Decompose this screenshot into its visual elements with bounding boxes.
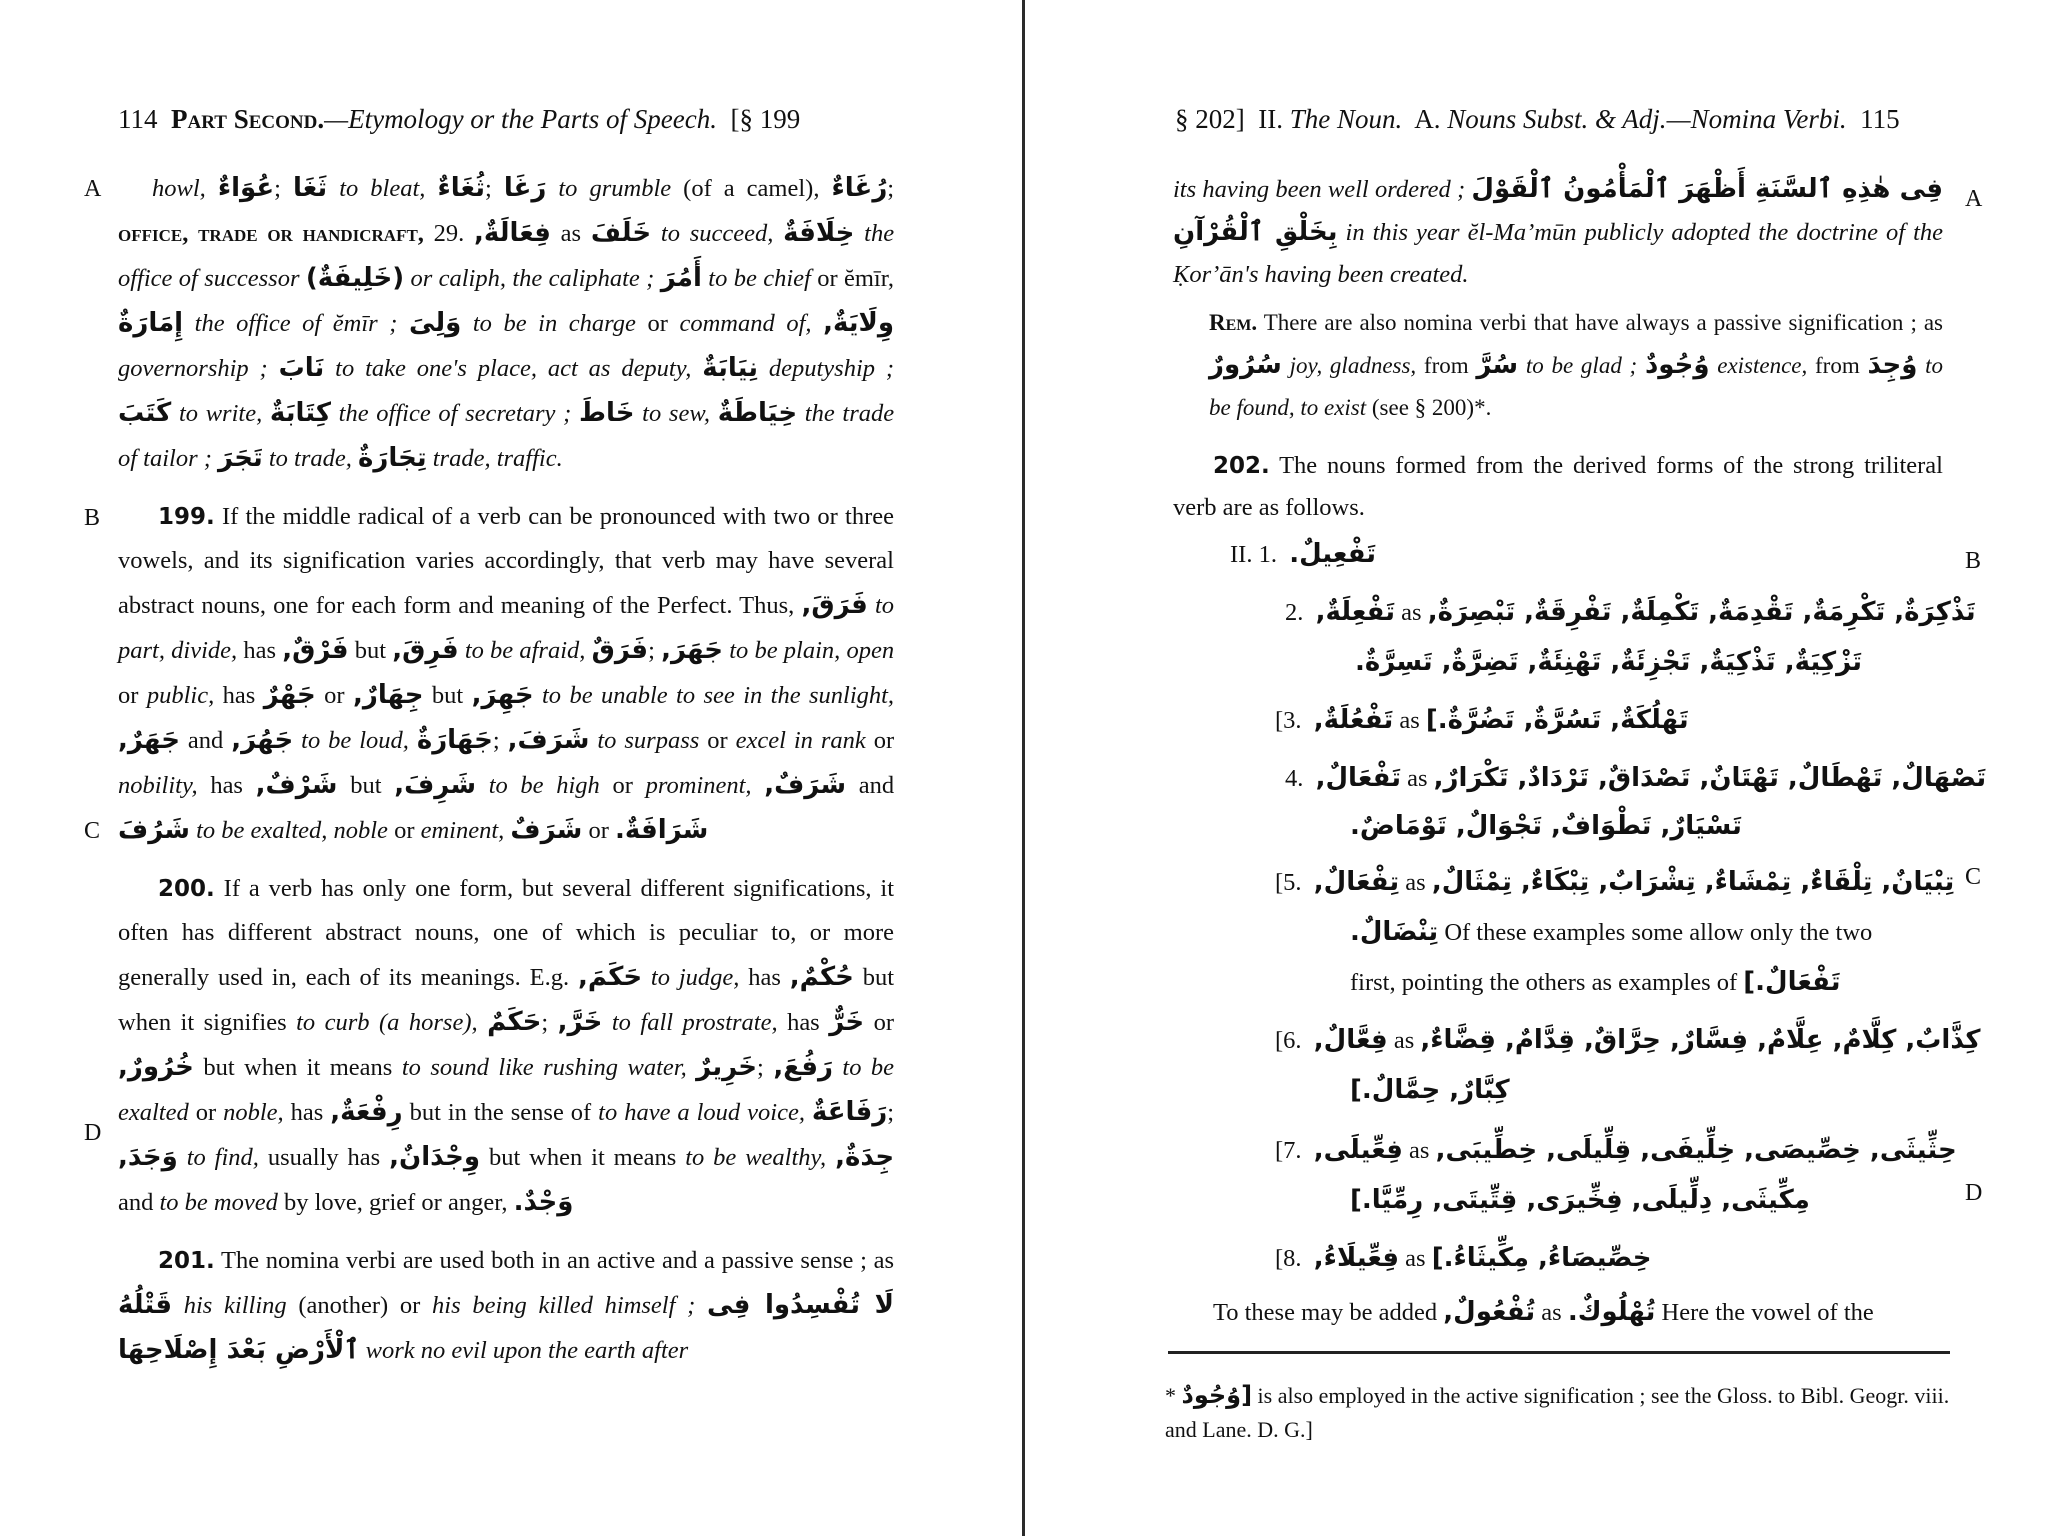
right-head-roman: II.: [1258, 104, 1283, 134]
left-page-number: 114: [118, 104, 158, 134]
form-row: [1350, 960, 1841, 1005]
text: as: [1405, 869, 1426, 896]
text: trade, traffic.: [432, 445, 563, 472]
form-row: [1350, 1068, 1510, 1113]
text: but when it signifies: [118, 964, 895, 1036]
text: its having been well ordered ;: [1173, 176, 1466, 203]
text: or: [647, 310, 668, 337]
section-number: 201.: [158, 1248, 215, 1274]
form-row: [1355, 640, 1862, 685]
text: but when it means: [203, 1054, 393, 1081]
arabic-word: رَغَا: [503, 173, 547, 203]
form-label: 2.: [1285, 599, 1304, 626]
text: but: [431, 682, 464, 709]
form-examples: خِصِّيصَاءُ, مِكِّيثَاءُ.]: [1431, 1243, 1652, 1273]
text: to be found, to exist: [1209, 353, 1943, 420]
text: or: [707, 727, 728, 754]
arabic-word: خَرَّ,: [557, 1007, 603, 1037]
text: as: [1401, 599, 1422, 626]
text: nobility,: [118, 772, 198, 799]
text: to part, divide,: [118, 592, 895, 664]
text: If a verb has only one form, but several different significations, it often has different abstract nouns, one of which is peculiar to, or more generally used in, each of its meanings. E.g.: [118, 875, 894, 991]
form-row: [1350, 910, 1872, 955]
text: noble,: [223, 1099, 284, 1126]
form-label: [7.: [1275, 1137, 1302, 1164]
text: (see § 200)*.: [1371, 395, 1492, 420]
text: to be chief: [708, 265, 811, 292]
arabic-word: وَجْدٌ.: [513, 1187, 574, 1217]
arabic-word: شَرِفَ,: [394, 770, 477, 800]
form-label: [3.: [1275, 707, 1302, 734]
text: and: [858, 772, 895, 799]
form-row: [1350, 1178, 1810, 1223]
text: in this year ĕl-Maʼmūn publicly adopted the doctrine of the Ḳorʼān's having been created.: [1173, 219, 1944, 288]
text: ;: [274, 175, 281, 202]
text: to bleat,: [339, 175, 426, 202]
text: to grumble: [558, 175, 672, 202]
text: work no evil upon the earth after: [365, 1337, 689, 1364]
section-199: [118, 495, 894, 853]
text: as: [560, 220, 582, 247]
arabic-word: وُجِدَ: [1867, 350, 1918, 380]
text: Of these examples some allow only the two: [1444, 919, 1873, 946]
text: has: [290, 1099, 324, 1126]
text: or: [394, 817, 415, 844]
right-head-section: § 202]: [1175, 104, 1245, 134]
text: from: [1423, 353, 1469, 378]
arabic-word: تَجَرَ: [218, 443, 263, 473]
text: from: [1815, 353, 1860, 378]
text: command of,: [679, 310, 812, 337]
left-head-subtitle: —Etymology or the Parts of Speech.: [324, 104, 718, 134]
arabic-word: رُغَاءٌ: [831, 173, 888, 203]
text: to be exalted, noble: [196, 817, 388, 844]
form-row: [1275, 1236, 1652, 1281]
text: the trade of tailor ;: [118, 400, 895, 472]
text: his being killed himself ;: [432, 1292, 696, 1319]
text: as: [1399, 707, 1420, 734]
arabic-word: رَفَاعَةٌ: [811, 1097, 888, 1127]
arabic-word: خَرِيرٌ: [696, 1052, 758, 1082]
right-head-nouns: Nouns Subst. & Adj.: [1447, 104, 1667, 134]
text: or: [399, 1292, 421, 1319]
text: to have a loud voice,: [598, 1099, 805, 1126]
text: To these may be added: [1213, 1299, 1438, 1326]
text: is also employed in the active signification ; see the Gloss. to Bibl. Geogr. viii. and Lane.: [1165, 1383, 1950, 1442]
text: to succeed,: [660, 220, 774, 247]
section-number: 200.: [158, 876, 215, 902]
right-margin-letter-d: D: [1965, 1180, 1983, 1206]
text: Here the vowel of the: [1661, 1299, 1874, 1326]
left-running-head: [118, 104, 800, 135]
right-head-nomina: —Nomina Verbi.: [1666, 104, 1847, 134]
arabic-word: جَهَرَ,: [661, 635, 724, 665]
arabic-word: عُوَاءٌ: [217, 173, 275, 203]
arabic-word: تُفْعُولٌ,: [1443, 1297, 1536, 1327]
form-label: [6.: [1275, 1027, 1302, 1054]
right-page-number: 115: [1860, 104, 1900, 134]
text: to sound like rushing water,: [401, 1054, 687, 1081]
text: but when it means: [488, 1144, 677, 1171]
arabic-word: فَرِقَ,: [392, 635, 459, 665]
arabic-word: إِمَارَةٌ: [118, 308, 184, 338]
arabic-word: شَرَفٌ: [510, 815, 583, 845]
form-row: [1275, 1018, 1980, 1063]
arabic-word: سُرُورٌ: [1209, 350, 1282, 380]
text: has: [243, 637, 277, 664]
text: to curb (a horse),: [296, 1009, 478, 1036]
form-examples: تَصْهَالٌ, تَهْطَالٌ, تَهْتَانٌ, تَصْدَاقٌ, تَرْدَادٌ, تَكْرَارٌ,: [1433, 763, 1987, 793]
right-margin-letter-c: C: [1965, 864, 1982, 890]
arabic-word: شَرُفَ: [118, 815, 190, 845]
text: to be moved: [159, 1189, 278, 1216]
arabic-word: رِفْعَةٌ,: [330, 1097, 403, 1127]
text: ;: [484, 175, 492, 202]
section-201: [118, 1239, 894, 1373]
text: (another): [298, 1292, 389, 1319]
arabic-word: (خَلِيفَةٌ): [305, 263, 405, 293]
section-number: 199.: [158, 504, 215, 530]
form-label: II. 1.: [1230, 541, 1277, 568]
arabic-word: جَهَارَةٌ: [416, 725, 493, 755]
arabic-word: جَهِرَ,: [471, 680, 534, 710]
form-pattern: تِفْعَالٌ,: [1313, 867, 1400, 897]
footnote: [1165, 1378, 1955, 1447]
text: to be in charge: [472, 310, 636, 337]
text: to surpass: [597, 727, 700, 754]
form-pattern: تِنْضَالٌ.: [1350, 917, 1439, 947]
text: The nomina verbi are used both in an active and a passive sense ; as: [220, 1247, 894, 1274]
arabic-word: كِتَابَةٌ: [269, 398, 331, 428]
footnote-marker: *: [1165, 1383, 1176, 1408]
arabic-word: قَتْلُهُ: [118, 1290, 173, 1320]
text: howl,: [152, 175, 206, 202]
text: as: [1393, 1027, 1415, 1054]
arabic-word: فَرَقَ,: [801, 590, 868, 620]
text: or: [195, 1099, 217, 1126]
form-pattern: فِعَّالٌ,: [1313, 1025, 1388, 1055]
text: or: [118, 682, 139, 709]
form-row: [1275, 860, 1954, 905]
arabic-word: خِيَاطَةٌ: [717, 398, 798, 428]
arabic-word: شَرَافَةٌ.: [615, 815, 709, 845]
arabic-word: شَرْفٌ,: [255, 770, 338, 800]
text: to trade,: [268, 445, 352, 472]
right-top-text: [1173, 168, 1943, 529]
text: to: [642, 400, 662, 427]
text: ;: [757, 1054, 764, 1081]
text: has: [787, 1009, 820, 1036]
arabic-word: وَجَدَ,: [118, 1142, 178, 1172]
text: public,: [146, 682, 215, 709]
paragraph-a-continued: [1173, 168, 1943, 296]
text: to fall prostrate,: [611, 1009, 778, 1036]
text: and: [118, 1189, 154, 1216]
arabic-word: [وُجُودٌ: [1181, 1381, 1253, 1409]
arabic-word: نِيَابَةٌ: [702, 353, 758, 383]
arabic-word: نَابَ: [278, 353, 325, 383]
remark-label: Rem.: [1209, 310, 1258, 335]
arabic-word: كَتَبَ: [118, 398, 172, 428]
arabic-word: شَرَفَ,: [507, 725, 590, 755]
text: or caliph, the caliphate ;: [410, 265, 655, 292]
text: has: [222, 682, 256, 709]
text: The nouns formed from the derived forms of the strong triliteral verb are as follows.: [1173, 452, 1943, 521]
text: has: [748, 964, 781, 991]
text: to be unable to see in the sunlight,: [542, 682, 895, 709]
arabic-word: خَرٌّ: [829, 1007, 865, 1037]
right-page: [1025, 0, 2048, 1536]
form-examples: حِثِّيثَى, خِصِّيصَى, خِلِّيفَى, قِلِّيلَى, خِطِّيبَى,: [1435, 1135, 1957, 1165]
text: to be loud,: [301, 727, 409, 754]
arabic-word: سُرَّ: [1476, 350, 1519, 380]
arabic-word: وِلَايَةٌ,: [823, 308, 895, 338]
form-examples: مِكِّيثَى, دِلِّيلَى, فِخِّيرَى, قِتِّيتَى, رِمِّيَّا.]: [1350, 1185, 1810, 1215]
form-examples: تَهْلُكَةٌ, تَسُرَّةٌ, تَضُرَّةٌ.]: [1425, 705, 1689, 735]
right-head-a: A.: [1414, 104, 1441, 134]
arabic-word: جَهَرٌ,: [118, 725, 180, 755]
arabic-word: فَرَقٌ: [591, 635, 649, 665]
footnote-divider: [1168, 1351, 1950, 1354]
arabic-phrase: لَا تُفْسِدُوا فِى ٱلْأَرْضِ بَعْدَ إِصْلَاحِهَا: [118, 1290, 895, 1365]
text: to find,: [186, 1144, 259, 1171]
text: and: [187, 727, 224, 754]
text: his killing: [183, 1292, 287, 1319]
arabic-word: ثَغَا: [292, 173, 328, 203]
text: governorship ;: [118, 355, 268, 382]
section-number: 202.: [1213, 453, 1270, 479]
form-label: 4.: [1285, 765, 1304, 792]
right-margin-letter-a: A: [1965, 186, 1983, 212]
arabic-word: حُكْمٌ,: [789, 962, 854, 992]
left-head-part: Part Second.: [171, 104, 325, 134]
text: sew,: [668, 400, 710, 427]
form-row: [1275, 1128, 1957, 1173]
text: deputyship ;: [768, 355, 895, 382]
text: or: [324, 682, 345, 709]
arabic-word: جِهَارٌ,: [353, 680, 424, 710]
text: existence,: [1717, 353, 1808, 378]
text: to be afraid,: [464, 637, 586, 664]
text: as: [1405, 1245, 1426, 1272]
text: by love, grief or anger,: [284, 1189, 508, 1216]
arabic-phrase: فِى هٰذِهِ ٱلسَّنَةِ أَظْهَرَ ٱلْمَأْمُونُ ٱلْقَوْلَ بِخَلْقِ ٱلْقُرْآنِ: [1173, 174, 1943, 247]
arabic-word: خُرُورٌ,: [118, 1052, 194, 1082]
text: as: [1409, 1137, 1430, 1164]
text: to be exalted: [118, 1054, 895, 1126]
text: the office of ĕmīr ;: [194, 310, 398, 337]
arabic-word: فَرْقٌ,: [282, 635, 349, 665]
text: or: [873, 1009, 895, 1036]
text: prominent,: [645, 772, 752, 799]
text: the office of successor: [118, 220, 895, 292]
arabic-word: جَهْرٌ: [263, 680, 316, 710]
left-text-column: [118, 166, 894, 1373]
text: but: [350, 772, 382, 799]
left-margin-letter-a: A: [84, 176, 102, 202]
text: 29.: [433, 220, 465, 247]
left-page: [0, 0, 1022, 1536]
section-200: [118, 867, 894, 1225]
form-examples: تَذْكِرَةٌ, تَكْرِمَةٌ, تَقْدِمَةٌ, تَكْمِلَةٌ, تَفْرِقَةٌ, تَبْصِرَةٌ,: [1427, 597, 1976, 627]
right-margin-letter-b: B: [1965, 548, 1982, 574]
form-pattern: فِعِّيلَاءُ,: [1313, 1243, 1400, 1273]
text: as: [1407, 765, 1428, 792]
arabic-word: تِجَارَةٌ: [358, 443, 427, 473]
text: or: [588, 817, 609, 844]
form-row: [1350, 804, 1742, 849]
arabic-word: خَاطَ: [578, 398, 635, 428]
arabic-word: فِعَالَةٌ,: [474, 218, 551, 248]
text: (of a camel),: [683, 175, 820, 202]
text: ;: [648, 637, 655, 664]
arabic-word: وُجُودٌ: [1644, 350, 1710, 380]
form-pattern: تَفْعَالٌ,: [1315, 763, 1401, 793]
arabic-word: وِجْدَانٌ,: [389, 1142, 481, 1172]
right-running-head: [1175, 104, 1900, 135]
text: usually has: [267, 1144, 381, 1171]
form-row: [1275, 698, 1689, 743]
text: or: [612, 772, 633, 799]
right-head-noun: The Noun.: [1289, 104, 1403, 134]
form-row: [1285, 590, 1976, 635]
arabic-word: خَلَفَ: [590, 218, 652, 248]
arabic-word: حَكَمٌ: [487, 1007, 542, 1037]
text: to be glad ;: [1525, 353, 1638, 378]
form-label: [8.: [1275, 1245, 1302, 1272]
arabic-word: رَفُعَ,: [773, 1052, 833, 1082]
text: ;: [541, 1009, 549, 1036]
text: first, pointing the others as examples of: [1350, 969, 1738, 996]
text: but in the sense of: [409, 1099, 592, 1126]
text: to be plain, open: [729, 637, 895, 664]
text: ;: [492, 727, 500, 754]
paragraph-a: [118, 166, 894, 481]
text: to judge,: [650, 964, 740, 991]
text: ;: [887, 1099, 895, 1126]
form-examples: تَسْيَارٌ, تَطْوَافٌ, تَجْوَالٌ, تَوْمَاضٌ.: [1350, 811, 1742, 841]
text: to be high: [488, 772, 600, 799]
text: eminent,: [420, 817, 505, 844]
left-margin-letter-c: C: [84, 818, 101, 844]
form-label: [5.: [1275, 869, 1302, 896]
form-examples: تَزْكِيَةٌ, تَذْكِيَةٌ, تَجْزِئَةٌ, تَهْنِئَةٌ, تَضِرَّةٌ, تَسِرَّةٌ.: [1355, 647, 1863, 677]
text: to take one's place, act as deputy,: [335, 355, 692, 382]
form-row: [1285, 756, 1986, 801]
form-examples: كِذَّابٌ, كِلَّامٌ, عِلَّامٌ, فِسَّارٌ, حِرَّاقٌ, قِدَّامٌ, قِضَّاءٌ,: [1420, 1025, 1981, 1055]
left-margin-letter-b: B: [84, 505, 101, 531]
form-pattern: تَفْعِلَةٌ,: [1315, 597, 1396, 627]
form-pattern: فِعِّيلَى,: [1313, 1135, 1403, 1165]
arabic-word: وَلِىَ: [409, 308, 462, 338]
arabic-word: ثُغَاءٌ: [437, 173, 485, 203]
text: joy, gladness,: [1289, 353, 1417, 378]
text: or ĕmīr,: [817, 265, 895, 292]
text: excel in rank: [735, 727, 866, 754]
text: but: [354, 637, 387, 664]
text: D. G.]: [1257, 1417, 1313, 1442]
text: as: [1541, 1299, 1562, 1326]
text: to be wealthy,: [685, 1144, 827, 1171]
text: to write,: [178, 400, 263, 427]
arabic-word: أَمُرَ: [660, 263, 702, 293]
arabic-word: جِدَةٌ,: [835, 1142, 895, 1172]
text: There are also nomina verbi that have always a passive signification ; as: [1263, 310, 1943, 335]
remark: [1173, 302, 1943, 429]
text: or: [873, 727, 895, 754]
arabic-word: خِلَافَةٌ: [783, 218, 855, 248]
text: If the middle radical of a verb can be pronounced with two or three vowels, and its signification varies accordingly, that verb may have several abstract nouns, one for each form and meaning of the Perfect. Thus,: [118, 503, 894, 619]
left-margin-letter-d: D: [84, 1120, 102, 1146]
arabic-word: شَرَفٌ,: [764, 770, 847, 800]
section-202: [1173, 445, 1943, 529]
closing-line: [1213, 1290, 1874, 1335]
text: has: [210, 772, 243, 799]
form-examples: تِبْيَانٌ, تِلْقَاءٌ, تِمْشَاءٌ, تِشْرَابٌ, تِبْكَاءٌ, تِمْثَالٌ,: [1431, 867, 1955, 897]
left-head-section: [§ 199: [730, 104, 801, 134]
form-pattern: تَفْعِيلٌ.: [1289, 539, 1377, 569]
arabic-word: حَكَمَ,: [577, 962, 643, 992]
form-pattern: تَفْعَالٌ.]: [1743, 967, 1841, 997]
arabic-word: تُهْلُوكٌ.: [1567, 1297, 1656, 1327]
form-examples: كِبَّارٌ, حِمَّالٌ.]: [1350, 1075, 1510, 1105]
smallcaps-heading: office, trade or handicraft,: [118, 220, 424, 247]
text: the office of secretary ;: [338, 400, 572, 427]
form-row: [1230, 532, 1376, 577]
form-pattern: تَفْعُلَةٌ,: [1313, 705, 1394, 735]
text: ;: [887, 175, 895, 202]
arabic-word: جَهُرَ,: [231, 725, 294, 755]
